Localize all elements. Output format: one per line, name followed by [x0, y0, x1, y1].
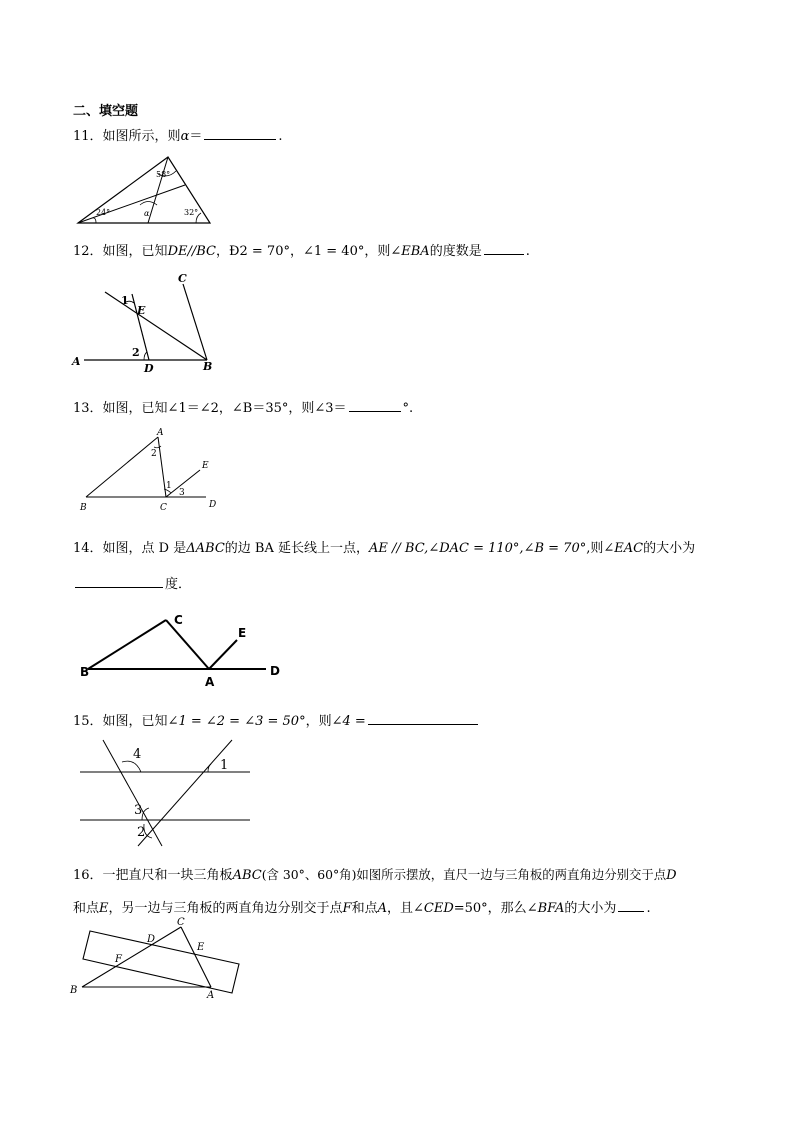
question-14-line2: [73, 573, 191, 592]
question-15: [73, 710, 480, 729]
question-12: [73, 240, 530, 259]
angle-arc: [154, 446, 161, 448]
question-text: 和点: [351, 901, 378, 916]
question-11: [73, 125, 283, 144]
question-number: 11．: [73, 129, 103, 144]
period: .: [646, 901, 651, 916]
segment: [148, 157, 171, 223]
angle-arc: [92, 218, 96, 223]
math-expr: ∠1 = ∠2 = ∠3 = 50°: [167, 714, 306, 729]
question-text: 和点: [73, 901, 100, 916]
question-number: 16．: [73, 868, 103, 883]
math-expr: A: [377, 901, 387, 916]
label-e: E: [197, 942, 205, 953]
label-d: D: [144, 362, 154, 375]
question-text: =50°，那么: [453, 901, 527, 916]
math-expr: Ð2 = 70°: [229, 244, 290, 259]
label-c: C: [160, 503, 167, 513]
question-text: 的度数是: [429, 244, 482, 259]
question-text: 如图，点 D 是: [102, 541, 187, 556]
question-text: ,则: [586, 541, 604, 556]
question-text: ，: [215, 244, 229, 259]
label-2: 2: [151, 449, 157, 459]
equals-sign: ＝: [189, 129, 203, 144]
label-2: 2: [132, 346, 140, 359]
question-16: [73, 864, 677, 883]
label-3: 3: [179, 488, 185, 498]
question-text: 如图，已知∠1＝∠2，∠B＝35°，则∠3＝: [102, 401, 347, 416]
angle-arc: [144, 352, 147, 360]
answer-blank[interactable]: [204, 127, 276, 140]
math-expr: ∠EAC: [603, 541, 644, 556]
label-1: 1: [121, 294, 129, 307]
label-right: 32°: [184, 208, 199, 217]
figure-q12: [72, 272, 222, 375]
label-b: B: [70, 985, 78, 996]
question-text: 度．: [165, 577, 192, 592]
label-c: C: [174, 613, 183, 627]
label-d: D: [147, 934, 156, 945]
label-b: B: [203, 360, 213, 373]
question-text: ，: [289, 244, 303, 259]
label-1: 1: [220, 758, 229, 773]
question-number: 12．: [73, 244, 103, 259]
question-text: ，则: [305, 714, 332, 729]
label-a: A: [205, 675, 215, 689]
transversal-right: [138, 740, 232, 846]
answer-blank[interactable]: [618, 899, 644, 912]
question-text: (含 30°、60°角)如图所示摆放，直尺一边与三角板的两直角边分别交于点: [261, 867, 667, 882]
question-text: 的大小为: [564, 901, 617, 916]
question-13: [73, 397, 413, 416]
period: .: [525, 244, 530, 259]
question-number: 13．: [73, 401, 103, 416]
question-text: 如图，已知: [102, 244, 168, 259]
question-text: ，且: [386, 901, 413, 916]
line-ca: [166, 620, 209, 669]
label-d: D: [209, 500, 217, 510]
angle-arc: [208, 764, 211, 772]
label-1: 1: [166, 481, 172, 491]
figure-q14: [78, 612, 298, 687]
question-text: 一把直尺和一块三角板: [102, 868, 233, 883]
label-top: 58°: [156, 170, 171, 179]
ruler: [83, 931, 239, 993]
math-expr: ∠CED: [412, 901, 454, 916]
alpha-symbol: α: [180, 129, 190, 144]
period: .: [278, 129, 283, 144]
label-d: D: [270, 664, 280, 678]
math-expr: ΔABC: [186, 541, 225, 556]
math-expr: ∠EBA: [390, 244, 430, 259]
question-text: 的大小为: [643, 541, 696, 556]
math-expr: D: [666, 868, 677, 883]
question-text: ，则: [364, 244, 391, 259]
label-c: C: [178, 272, 187, 285]
line-bc: [88, 620, 166, 669]
question-text: ，另一边与三角板的两直角边分别交于点: [108, 901, 343, 916]
label-b: B: [80, 665, 90, 679]
question-number: 15．: [73, 714, 103, 729]
question-number: 14．: [73, 541, 103, 556]
figure-q15: [80, 738, 260, 848]
answer-blank[interactable]: [75, 575, 163, 588]
question-14: [73, 537, 695, 556]
label-a: A: [157, 428, 164, 438]
line-ae: [209, 640, 237, 669]
line-ba: [86, 437, 158, 497]
section-title: 二、填空题: [73, 104, 139, 119]
angle-arc: [122, 761, 141, 772]
answer-blank[interactable]: [368, 712, 478, 725]
label-e: E: [202, 461, 209, 471]
question-text: 如图所示，则: [102, 129, 181, 144]
label-e: E: [137, 304, 146, 317]
answer-blank[interactable]: [484, 242, 524, 255]
math-expr: ∠1 = 40°: [302, 244, 365, 259]
question-text: 的边 BA 延长线上一点，: [224, 541, 369, 556]
label-alpha: α: [144, 209, 150, 218]
math-expr: AE // BC,∠DAC = 110°,∠B = 70°: [369, 541, 587, 556]
math-expr: DE//BC: [167, 244, 216, 259]
math-expr: ∠4 =: [331, 714, 366, 729]
label-f: F: [115, 954, 122, 965]
label-3: 3: [134, 803, 143, 818]
math-expr: ABC: [232, 868, 262, 883]
figure-q13: [78, 425, 228, 515]
angle-arc: [142, 808, 149, 820]
math-expr: ∠BFA: [526, 901, 565, 916]
line-bc: [183, 284, 207, 360]
label-left: 24°: [96, 208, 111, 217]
figure-q16: [70, 913, 250, 1003]
question-text: 如图，已知: [102, 714, 168, 729]
label-c: C: [177, 917, 185, 928]
math-expr: F: [342, 901, 352, 916]
label-a: A: [72, 355, 81, 368]
label-a: A: [207, 990, 215, 1001]
label-b: B: [80, 503, 87, 513]
math-expr: E: [99, 901, 109, 916]
label-e: E: [238, 626, 247, 640]
question-text: °.: [402, 401, 414, 416]
answer-blank[interactable]: [349, 399, 401, 412]
label-4: 4: [133, 747, 142, 762]
figure-q11: [78, 155, 218, 225]
label-2: 2: [137, 825, 146, 840]
segment: [78, 185, 185, 223]
line-ac: [158, 437, 166, 497]
